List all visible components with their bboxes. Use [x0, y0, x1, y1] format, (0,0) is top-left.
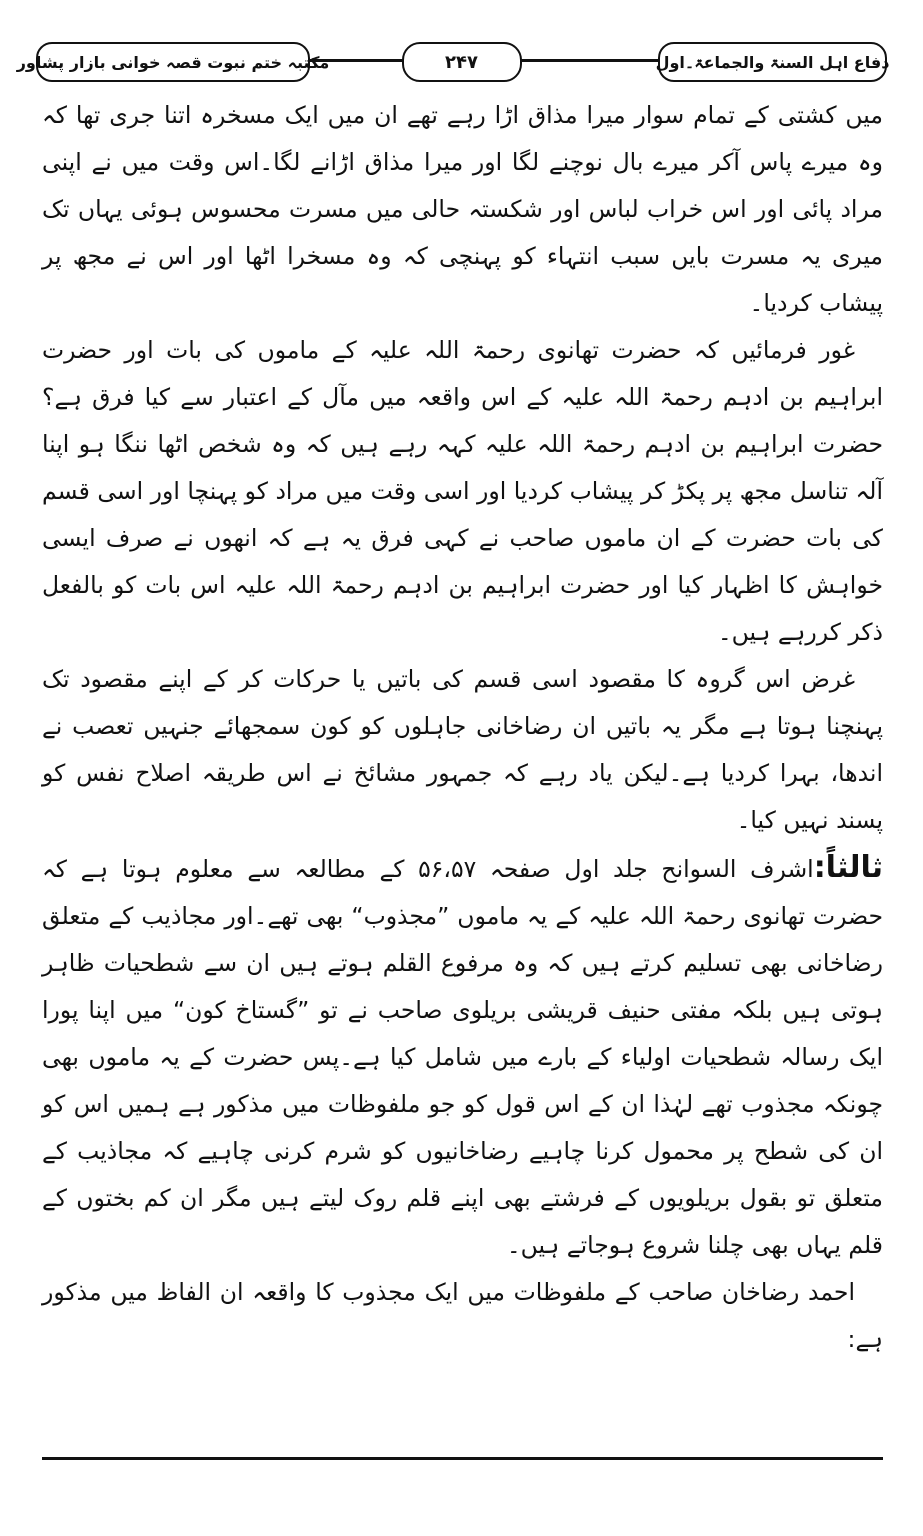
- paragraph-2: غور فرمائیں کہ حضرت تھانوی رحمۃ اللہ علیہ کے ماموں کی بات اور حضرت ابراہیم بن ادہم رحمۃ اللہ علیہ کے اس واقعہ میں مآل کے اعتبار سے کیا فرق ہے؟ حضرت ابراہیم بن ادہم رحمۃ اللہ علیہ کہہ رہے ہیں کہ وہ شخص اٹھا ننگا ہو اپنا آلہ تناسل مجھ پر پکڑ کر پیشاب کردیا اور اسی وقت میں مراد کو پہنچا اور اسی قسم کی بات حضرت کے ان ماموں صاحب نے کہی فرق یہ ہے کہ انھوں نے صرف ایسی خواہش کا اظہار کیا اور حضرت ابراہیم بن ادہم رحمۃ اللہ علیہ اس بات کو بالفعل ذکر کررہے ہیں۔: [42, 336, 883, 646]
- page-body: [42, 92, 883, 1363]
- paragraph-1: میں کشتی کے تمام سوار میرا مذاق اڑا رہے تھے ان میں ایک مسخرہ اتنا جری تھا کہ وہ میرے پاس آکر میرے بال نوچنے لگا اور میرا مذاق اڑانے لگا۔اس وقت میں نے اپنی مراد پائی اور اس خراب لباس اور شکستہ حالی میں مسرت محسوس ہوئی یہاں تک میری یہ مسرت بایں سبب انتہاء کو پہنچی کہ وہ مسخرا اٹھا اور اس نے مجھ پر پیشاب کردیا۔: [42, 101, 883, 317]
- paragraph-3: غرض اس گروہ کا مقصود اسی قسم کی باتیں یا حرکات کر کے اپنے مقصود تک پہنچنا ہوتا ہے مگر یہ باتیں ان رضاخانی جاہلوں کو کون سمجھائے جنہیں تعصب نے اندھا، بہرا کردیا ہے۔لیکن یاد رہے کہ جمہور مشائخ نے اس طریقہ اصلاح نفس کو پسند نہیں کیا۔: [42, 665, 883, 834]
- thalithan-heading: ثالثاً:: [813, 850, 883, 885]
- page-number: ۲۴۷: [402, 42, 522, 82]
- book-title: دفاع اہل السنۃ والجماعۃ۔اول: [658, 42, 887, 82]
- publisher-title: مکتبہ ختم نبوت قصہ خوانی بازار پشاور: [36, 42, 310, 82]
- paragraph-thalithan: [42, 844, 883, 1269]
- thalithan-text: اشرف السوانح جلد اول صفحہ ۵۶،۵۷ کے مطالعہ سے معلوم ہوتا ہے کہ حضرت تھانوی رحمۃ اللہ علیہ کے یہ ماموں ”مجذوب“ بھی تھے۔اور مجاذیب کے متعلق رضاخانی بھی تسلیم کرتے ہیں کہ وہ مرفوع القلم ہوتے ہیں ان سے شطحیات ظاہر ہوتی ہیں بلکہ مفتی حنیف قریشی بریلوی صاحب نے تو ”گستاخ کون“ میں اپنا پورا ایک رسالہ شطحیات اولیاء کے بارے میں شامل کیا ہے۔پس حضرت کے یہ ماموں بھی چونکہ مجذوب تھے لہٰذا ان کے اس قول کو جو ملفوظات میں مذکور ہے ہمیں اس کو ان کی شطح پر محمول کرنا چاہیے رضاخانیوں کو شرم کرنی چاہیے کہ مجاذیب کے متعلق تو بقول بریلویوں کے فرشتے بھی اپنے قلم روک لیتے ہیں مگر ان کم بختوں کے قلم یہاں بھی چلنا شروع ہوجاتے ہیں۔: [42, 855, 883, 1259]
- footer-rule: [42, 1457, 883, 1460]
- page-header: [16, 42, 890, 82]
- closing-line: احمد رضاخان صاحب کے ملفوظات میں ایک مجذوب کا واقعہ ان الفاظ میں مذکور ہے:: [42, 1278, 883, 1353]
